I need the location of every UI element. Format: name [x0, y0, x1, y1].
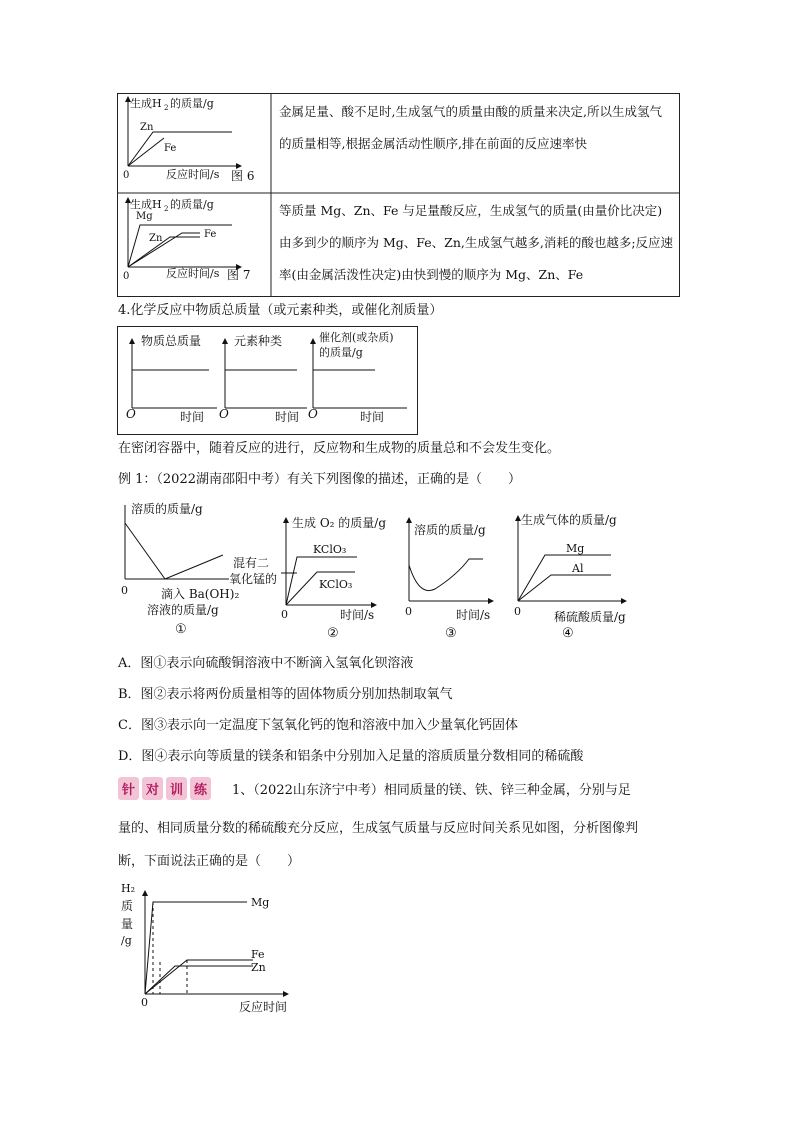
- fig7-ylabel-post: 的质量/g: [170, 198, 214, 211]
- practice-graph: [117, 878, 297, 1018]
- fig7-mg-label: Mg: [136, 211, 153, 222]
- example1-graphs: [117, 497, 637, 645]
- row1-text: 金属足量、酸不足时,生成氢气的质量由酸的质量来决定,所以生成氢气的质量相等,根据金属活动性顺序,排在前面的反应速率快: [279, 104, 662, 151]
- ex1-g2-label1: KClO₃: [313, 543, 347, 556]
- option-b: B．图②表示将两份质量相等的固体物质分别加热制取氧气: [118, 687, 453, 702]
- option-c: C．图③表示向一定温度下氢氧化钙的饱和溶液中加入少量氧化钙固体: [118, 718, 518, 733]
- ex1-g2-ylabel: 生成 O₂ 的质量/g: [292, 516, 387, 530]
- fig7-zn-label: Zn: [149, 233, 163, 244]
- badge-char-3: 训: [166, 777, 187, 800]
- practice-y2: 质: [121, 899, 134, 913]
- ex1-g1-num: ①: [175, 622, 187, 637]
- ex1-g3-xlabel: 时间/s: [456, 608, 491, 622]
- row2-text: 等质量 Mg、Zn、Fe 与足量酸反应，生成氢气的质量(由量价比决定)由多到少的顺序为 Mg、Fe、Zn,生成氢气越多,消耗的酸也越多;反应速率(由金属活泼性决定)由快到慢的顺序为 Mg、Zn、Fe: [279, 203, 674, 282]
- s4-g1-origin: O: [126, 407, 136, 421]
- fig7-fe-label: Fe: [204, 229, 217, 240]
- fig6-caption: 图 6: [231, 169, 255, 183]
- fig6-ylabel-post: 的质量/g: [170, 97, 214, 110]
- ex1-g2-label2: KClO₃: [319, 578, 353, 591]
- s4-g1-label: 物质总质量: [141, 334, 202, 348]
- ex1-g1-xlabel1: 滴入 Ba(OH)₂: [161, 587, 240, 601]
- ex1-g1-line: [125, 523, 223, 579]
- s4-g3-label2: 的质量/g: [319, 346, 363, 359]
- fig7-ylabel-pre: 生成H: [130, 198, 162, 211]
- option-a: A．图①表示向硫酸铜溶液中不断滴入氢氧化钡溶液: [118, 656, 414, 671]
- ex1-g4-mg: Mg: [566, 542, 585, 555]
- badge-char-4: 练: [190, 777, 211, 800]
- practice-y3: 量: [121, 917, 134, 931]
- fig6-fe-label: Fe: [164, 143, 177, 154]
- ex1-g4-al-line: [518, 575, 611, 601]
- practice-zn: Zn: [251, 961, 266, 974]
- practice-badge: [118, 777, 214, 800]
- fig7-xlabel: 反应时间/s: [166, 267, 220, 280]
- ex1-g4-num: ④: [562, 626, 574, 641]
- fig7-zn-line: [128, 237, 200, 267]
- graph-fig6: [120, 96, 270, 192]
- fig7-mg-line: [128, 225, 232, 267]
- ex1-g3-origin: 0: [405, 605, 412, 618]
- section4-note: 在密闭容器中，随着反应的进行，反应物和生成物的质量总和不会发生变化。: [118, 441, 561, 456]
- fig6-ylabel-pre: 生成H: [130, 97, 162, 110]
- s4-g3-origin: O: [308, 407, 318, 421]
- badge-char-2: 对: [142, 777, 163, 800]
- ex1-g4-xlabel: 稀硫酸质量/g: [554, 610, 626, 624]
- ex1-g4-al: Al: [572, 562, 584, 575]
- section4-graphs: [117, 326, 419, 436]
- practice-xlabel: 反应时间: [239, 1000, 288, 1014]
- s4-g2-label: 元素种类: [234, 334, 283, 348]
- ex1-g2-num: ②: [327, 626, 339, 641]
- row2-description: [279, 195, 674, 291]
- ex1-g2-origin: 0: [281, 608, 288, 621]
- practice-line1: 1、（2022山东济宁中考）相同质量的镁、铁、锌三种金属，分别与足: [232, 783, 631, 798]
- ex1-g3-ylabel: 溶质的质量/g: [414, 523, 486, 537]
- fig6-ylabel-sub: 2: [164, 104, 169, 112]
- fig7-fe-line: [128, 233, 200, 267]
- ex1-g2-note2: 氧化锰的: [229, 572, 278, 586]
- fig6-zn-line: [128, 132, 232, 166]
- fig6-zn-label: Zn: [140, 122, 154, 133]
- s4-g1-xlabel: 时间: [180, 410, 205, 424]
- practice-fe-line: [145, 960, 253, 994]
- option-d: D．图④表示向等质量的镁条和铝条中分别加入足量的溶质质量分数相同的稀硫酸: [118, 749, 584, 764]
- practice-line2: 量的、相同质量分数的稀硫酸充分反应，生成氢气质量与反应时间关系见如图，分析图像判: [118, 821, 639, 836]
- fig6-origin: 0: [123, 170, 130, 181]
- practice-fe: Fe: [251, 948, 265, 961]
- fig7-caption: 图 7: [227, 268, 251, 282]
- ex1-g1-origin: 0: [121, 584, 128, 597]
- ex1-g4-ylabel: 生成气体的质量/g: [521, 513, 617, 527]
- practice-line3: 断，下面说法正确的是（ ）: [118, 854, 301, 869]
- ex1-g2-note1: 混有二: [233, 556, 270, 570]
- ex1-g2-xlabel: 时间/s: [340, 608, 375, 622]
- section4-heading: 4.化学反应中物质总质量（或元素种类，或催化剂质量）: [118, 303, 443, 318]
- practice-y4: /g: [121, 934, 132, 947]
- row1-description: [279, 96, 674, 160]
- example1-stem: 例 1：（2022湖南邵阳中考）有关下列图像的描述，正确的是（ ）: [118, 472, 521, 487]
- fig7-origin: 0: [123, 271, 130, 282]
- s4-g3-xlabel: 时间: [360, 410, 385, 424]
- practice-mg: Mg: [251, 896, 270, 909]
- badge-char-1: 针: [118, 777, 139, 800]
- s4-g2-origin: O: [219, 407, 229, 421]
- fig7-ylabel-sub: 2: [164, 205, 169, 213]
- s4-g2-xlabel: 时间: [275, 410, 300, 424]
- s4-g3-label1: 催化剂(或杂质): [319, 331, 394, 344]
- ex1-g1-ylabel: 溶质的质量/g: [131, 502, 203, 516]
- ex1-g3-curve: [409, 559, 483, 591]
- graph-fig7: [120, 195, 270, 291]
- practice-y1: H₂: [121, 882, 136, 895]
- ex1-g3-num: ③: [445, 626, 457, 641]
- ex1-g1-xlabel2: 溶液的质量/g: [147, 603, 219, 617]
- practice-origin: 0: [141, 996, 148, 1009]
- ex1-g4-mg-line: [518, 555, 611, 601]
- practice-zn-line: [145, 966, 253, 994]
- fig6-xlabel: 反应时间/s: [166, 168, 220, 181]
- ex1-g4-origin: 0: [514, 605, 521, 618]
